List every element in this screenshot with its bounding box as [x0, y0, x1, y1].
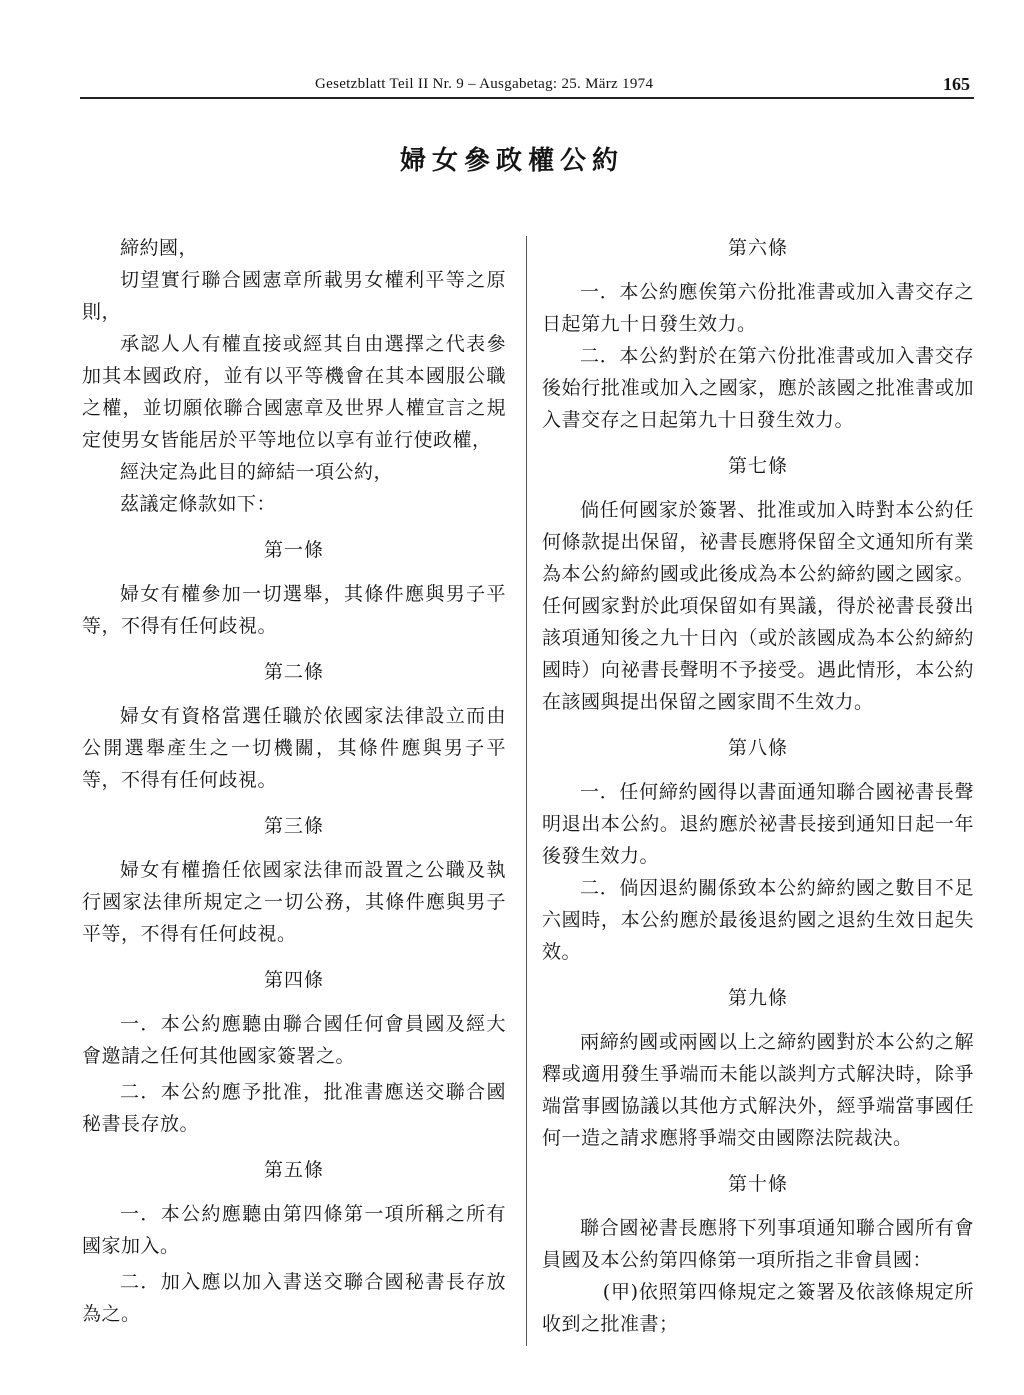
running-title: Gesetzblatt Teil II Nr. 9 – Ausgabetag: 25. März 1974: [315, 76, 654, 92]
preamble-line: 締約國，: [120, 237, 199, 259]
article-heading-5: 第五條: [263, 1159, 324, 1181]
left-column: [82, 232, 506, 1330]
article-heading-8: 第八條: [727, 737, 788, 759]
running-header: [80, 74, 974, 98]
article-6-para-2: 二．本公約對於在第六份批准書或加入書交存後始行批准或加入之國家，應於該國之批准書或加入書交存之日起第九十日發生效力。: [542, 345, 974, 431]
article-heading-3: 第三條: [263, 815, 324, 837]
preamble-line: 經決定為此目的締結一項公約，: [120, 461, 394, 483]
header-rule: [80, 97, 974, 99]
article-5-para-2: 二．加入應以加入書送交聯合國秘書長存放為之。: [82, 1271, 506, 1325]
article-1-text: 婦女有權參加一切選舉，其條件應與男子平等，不得有任何歧視。: [82, 583, 506, 637]
article-6-para-1: 一．本公約應俟第六份批准書或加入書交存之日起第九十日發生效力。: [542, 281, 974, 335]
article-5-para-1: 一．本公約應聽由第四條第一項所稱之所有國家加入。: [82, 1203, 506, 1257]
article-heading-10: 第十條: [727, 1173, 788, 1195]
article-8-para-2: 二．倘因退約關係致本公約締約國之數目不足六國時，本公約應於最後退約國之退約生效日起失效。: [542, 877, 974, 963]
document-title: 婦女參政權公約: [399, 146, 624, 176]
article-heading-7: 第七條: [727, 455, 788, 477]
article-10-para-1: 聯合國祕書長應將下列事項通知聯合國所有會員國及本公約第四條第一項所指之非會員國：: [542, 1217, 974, 1271]
article-heading-6: 第六條: [727, 237, 788, 259]
article-3-text: 婦女有權擔任依國家法律而設置之公職及執行國家法律所規定之一切公務，其條件應與男子平等，不得有任何歧視。: [82, 859, 506, 945]
article-heading-9: 第九條: [727, 987, 788, 1009]
preamble-line: 承認人人有權直接或經其自由選擇之代表參加其本國政府，並有以平等機會在其本國服公職之權，並切願依聯合國憲章及世界人權宣言之規定使男女皆能居於平等地位以享有並行使政權，: [82, 333, 506, 451]
page-number: 165: [943, 74, 970, 94]
preamble-line: 茲議定條款如下：: [120, 493, 277, 515]
preamble-line: 切望實行聯合國憲章所載男女權利平等之原則，: [82, 269, 506, 323]
article-2-text: 婦女有資格當選任職於依國家法律設立而由公開選舉產生之一切機關，其條件應與男子平等，不得有任何歧視。: [82, 705, 506, 791]
article-10-item-a: (甲)依照第四條規定之簽署及依該條規定所收到之批准書；: [542, 1281, 974, 1335]
column-divider: [526, 236, 527, 1346]
article-8-para-1: 一．任何締約國得以書面通知聯合國祕書長聲明退出本公約。退約應於祕書長接到通知日起一年後發生效力。: [542, 781, 974, 867]
article-heading-4: 第四條: [263, 969, 324, 991]
article-heading-2: 第二條: [263, 661, 324, 683]
article-9-text: 兩締約國或兩國以上之締約國對於本公約之解釋或適用發生爭端而未能以談判方式解決時，除爭端當事國協議以其他方式解決外，經爭端當事國任何一造之請求應將爭端交由國際法院裁決。: [542, 1031, 974, 1149]
article-heading-1: 第一條: [263, 539, 324, 561]
article-4-para-1: 一．本公約應聽由聯合國任何會員國及經大會邀請之任何其他國家簽署之。: [82, 1013, 506, 1067]
article-4-para-2: 二．本公約應予批准，批准書應送交聯合國秘書長存放。: [82, 1081, 506, 1135]
right-column: [542, 232, 974, 1340]
article-7-text: 倘任何國家於簽署、批准或加入時對本公約任何條款提出保留，祕書長應將保留全文通知所有業為本公約締約國或此後成為本公約締約國之國家。任何國家對於此項保留如有異議，得於祕書長發出該項通知後之九十日內（或於該國成為本公約締約國時）向祕書長聲明不予接受。遇此情形，本公約在該國與提出保留之國家間不生效力。: [542, 499, 974, 713]
